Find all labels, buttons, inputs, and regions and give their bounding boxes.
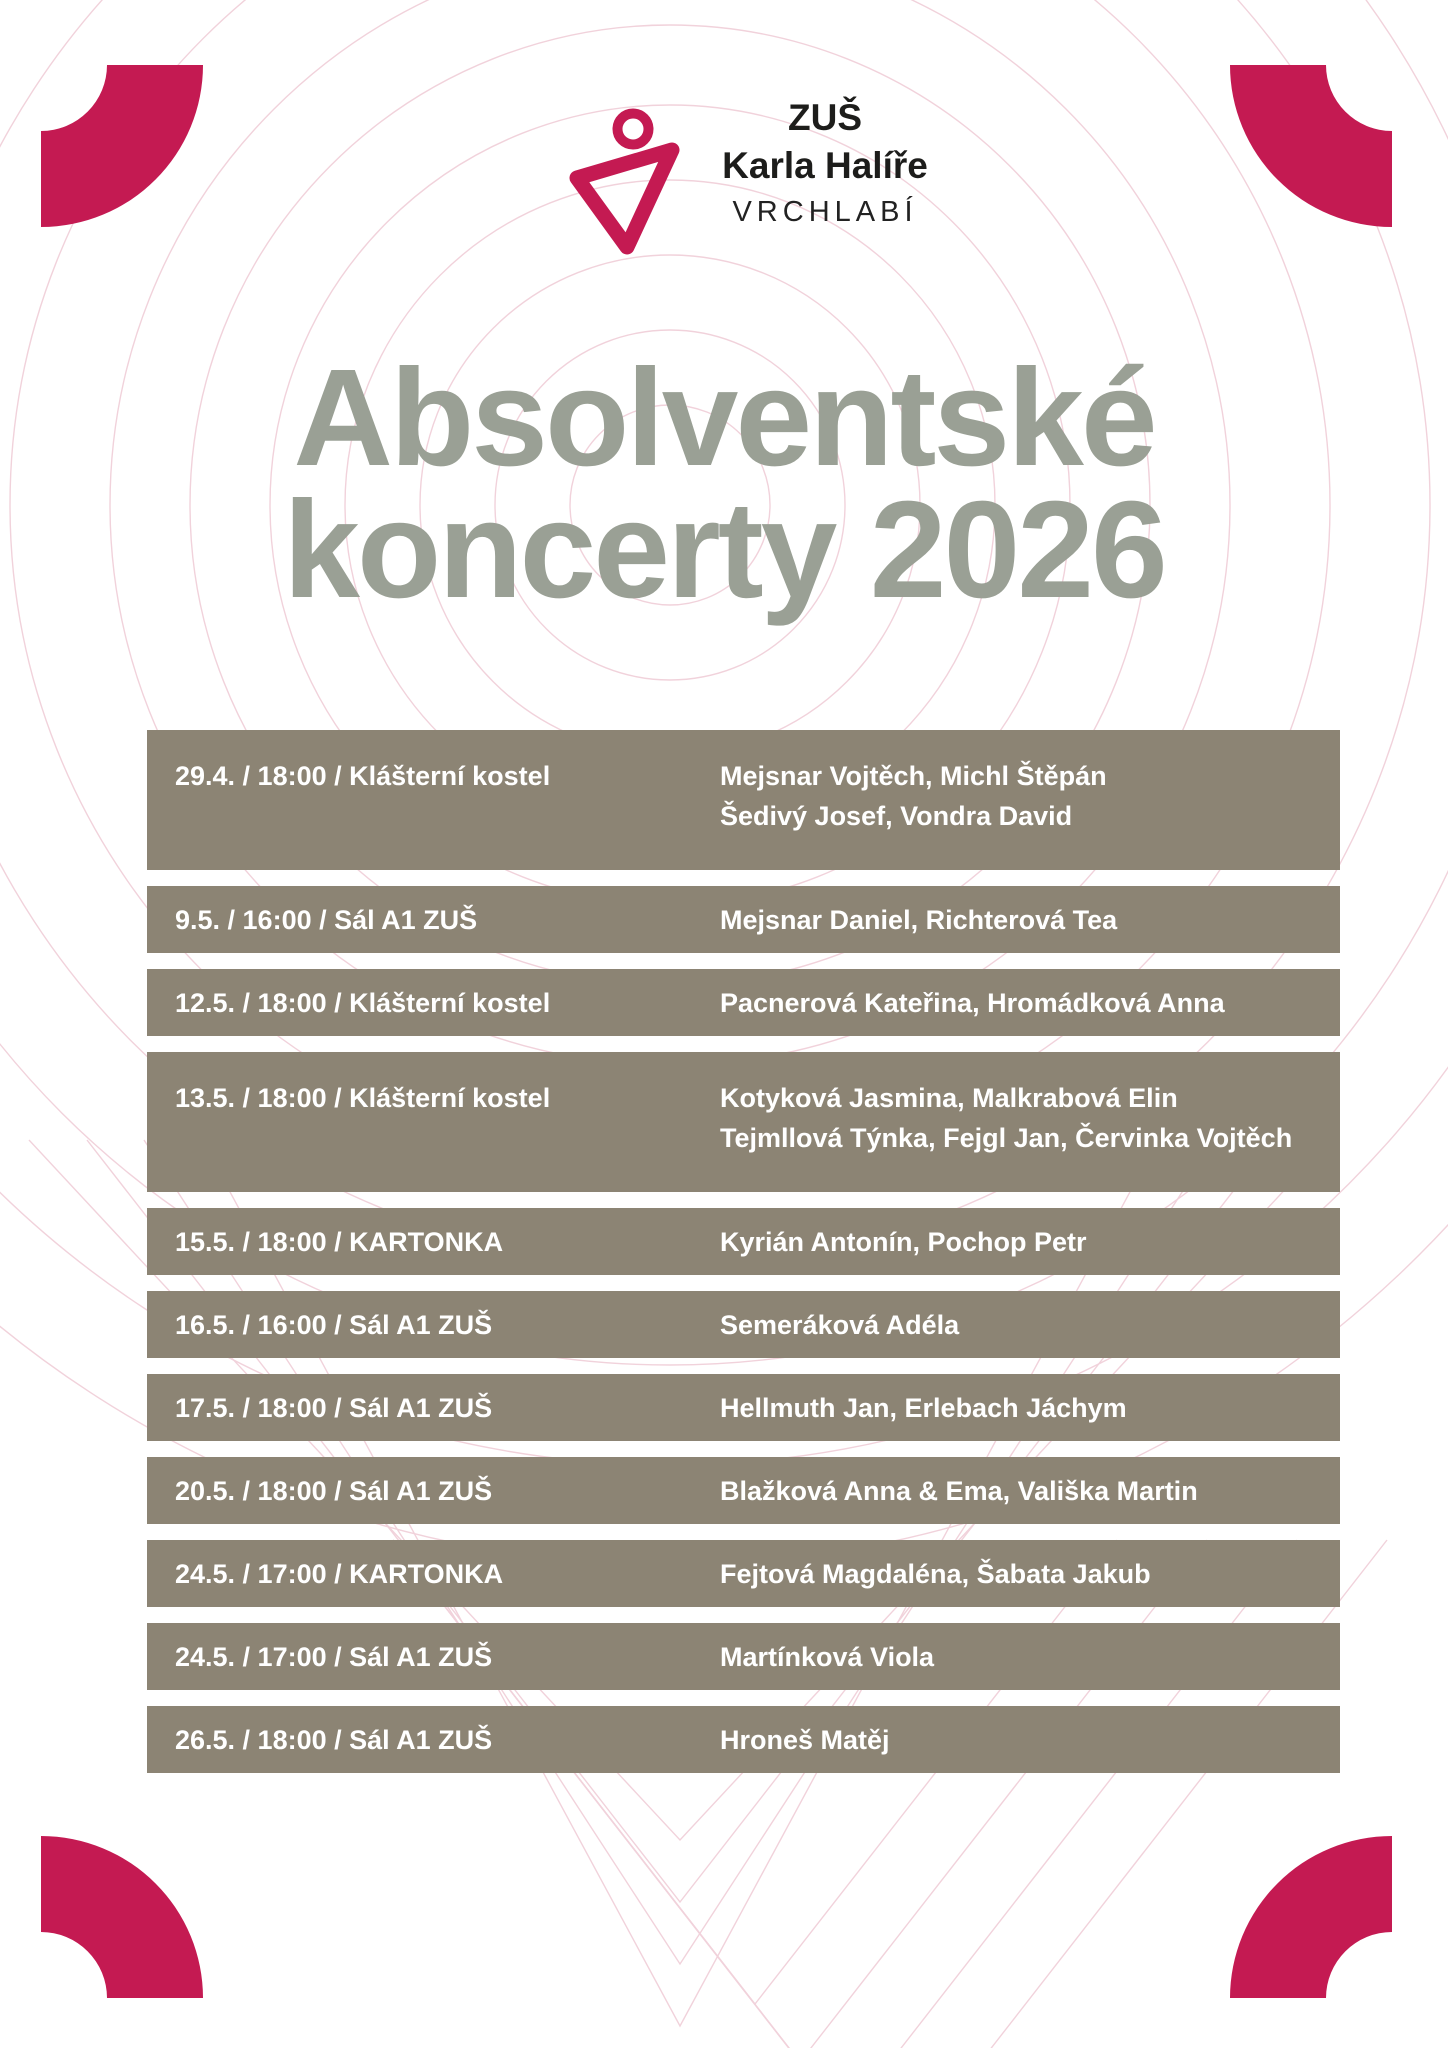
event-datetime-venue: 20.5. / 18:00 / Sál A1 ZUŠ [175,1475,493,1506]
table-row [147,1540,1340,1607]
performer-line: Martínková Viola [720,1641,935,1672]
table-row [147,1457,1340,1524]
event-performers [720,1554,1340,1594]
table-row [147,969,1340,1036]
event-performers [720,1305,1340,1345]
event-performers [720,756,1340,836]
event-datetime-venue: 24.5. / 17:00 / Sál A1 ZUŠ [175,1641,493,1672]
performer-line: Fejtová Magdaléna, Šabata Jakub [720,1558,1151,1589]
school-abbr: ZUŠ [788,97,862,138]
school-name: Karla Halíře [722,145,928,186]
event-datetime-venue: 15.5. / 18:00 / KARTONKA [175,1226,504,1257]
event-performers [720,1388,1340,1428]
table-row [147,1374,1340,1441]
performer-line: Mejsnar Vojtěch, Michl Štěpán [720,761,1107,791]
event-datetime-venue: 26.5. / 18:00 / Sál A1 ZUŠ [175,1724,493,1755]
corner-arc-top-left [41,65,203,227]
event-datetime-venue: 9.5. / 16:00 / Sál A1 ZUŠ [175,904,478,935]
event-datetime-venue: 29.4. / 18:00 / Klášterní kostel [175,761,551,791]
performer-line: Blažková Anna & Ema, Vališka Martin [720,1475,1198,1506]
corner-arc-bottom-left [41,1836,203,1998]
event-performers [720,1471,1340,1511]
event-datetime-venue: 17.5. / 18:00 / Sál A1 ZUŠ [175,1392,493,1423]
school-logo-icon [545,88,715,268]
performer-line: Semeráková Adéla [720,1309,960,1340]
performer-line: Mejsnar Daniel, Richterová Tea [720,904,1118,935]
performer-line: Tejmllová Týnka, Fejgl Jan, Červinka Vojtěch [720,1123,1293,1153]
event-performers [720,1637,1340,1677]
table-row [147,730,1340,870]
performer-line: Kyrián Antonín, Pochop Petr [720,1226,1087,1257]
event-performers [720,900,1340,940]
poster-title-line1: Absolventské [293,341,1155,495]
school-city: VRCHLABÍ [732,196,918,228]
table-row [147,886,1340,953]
table-row [147,1208,1340,1275]
event-datetime-venue: 13.5. / 18:00 / Klášterní kostel [175,1083,551,1113]
event-datetime-venue: 24.5. / 17:00 / KARTONKA [175,1558,504,1589]
table-row [147,1052,1340,1192]
event-performers [720,983,1340,1023]
school-logo-text [700,94,950,234]
event-datetime-venue: 12.5. / 18:00 / Klášterní kostel [175,987,551,1018]
table-row [147,1291,1340,1358]
event-performers [720,1720,1340,1760]
performer-line: Hellmuth Jan, Erlebach Jáchym [720,1392,1127,1423]
schedule-table [147,730,1340,1789]
event-datetime-venue: 16.5. / 16:00 / Sál A1 ZUŠ [175,1309,493,1340]
performer-line: Šedivý Josef, Vondra David [720,801,1073,831]
table-row [147,1623,1340,1690]
corner-arc-bottom-right [1230,1836,1392,1998]
poster-title [0,341,1448,627]
performer-line: Hroneš Matěj [720,1724,890,1755]
performer-line: Kotyková Jasmina, Malkrabová Elin [720,1083,1178,1113]
table-row [147,1706,1340,1773]
performer-line: Pacnerová Kateřina, Hromádková Anna [720,987,1225,1018]
event-performers [720,1078,1340,1158]
event-performers [720,1222,1340,1262]
corner-arc-top-right [1230,65,1392,227]
poster-title-line2: koncerty 2026 [283,473,1165,627]
